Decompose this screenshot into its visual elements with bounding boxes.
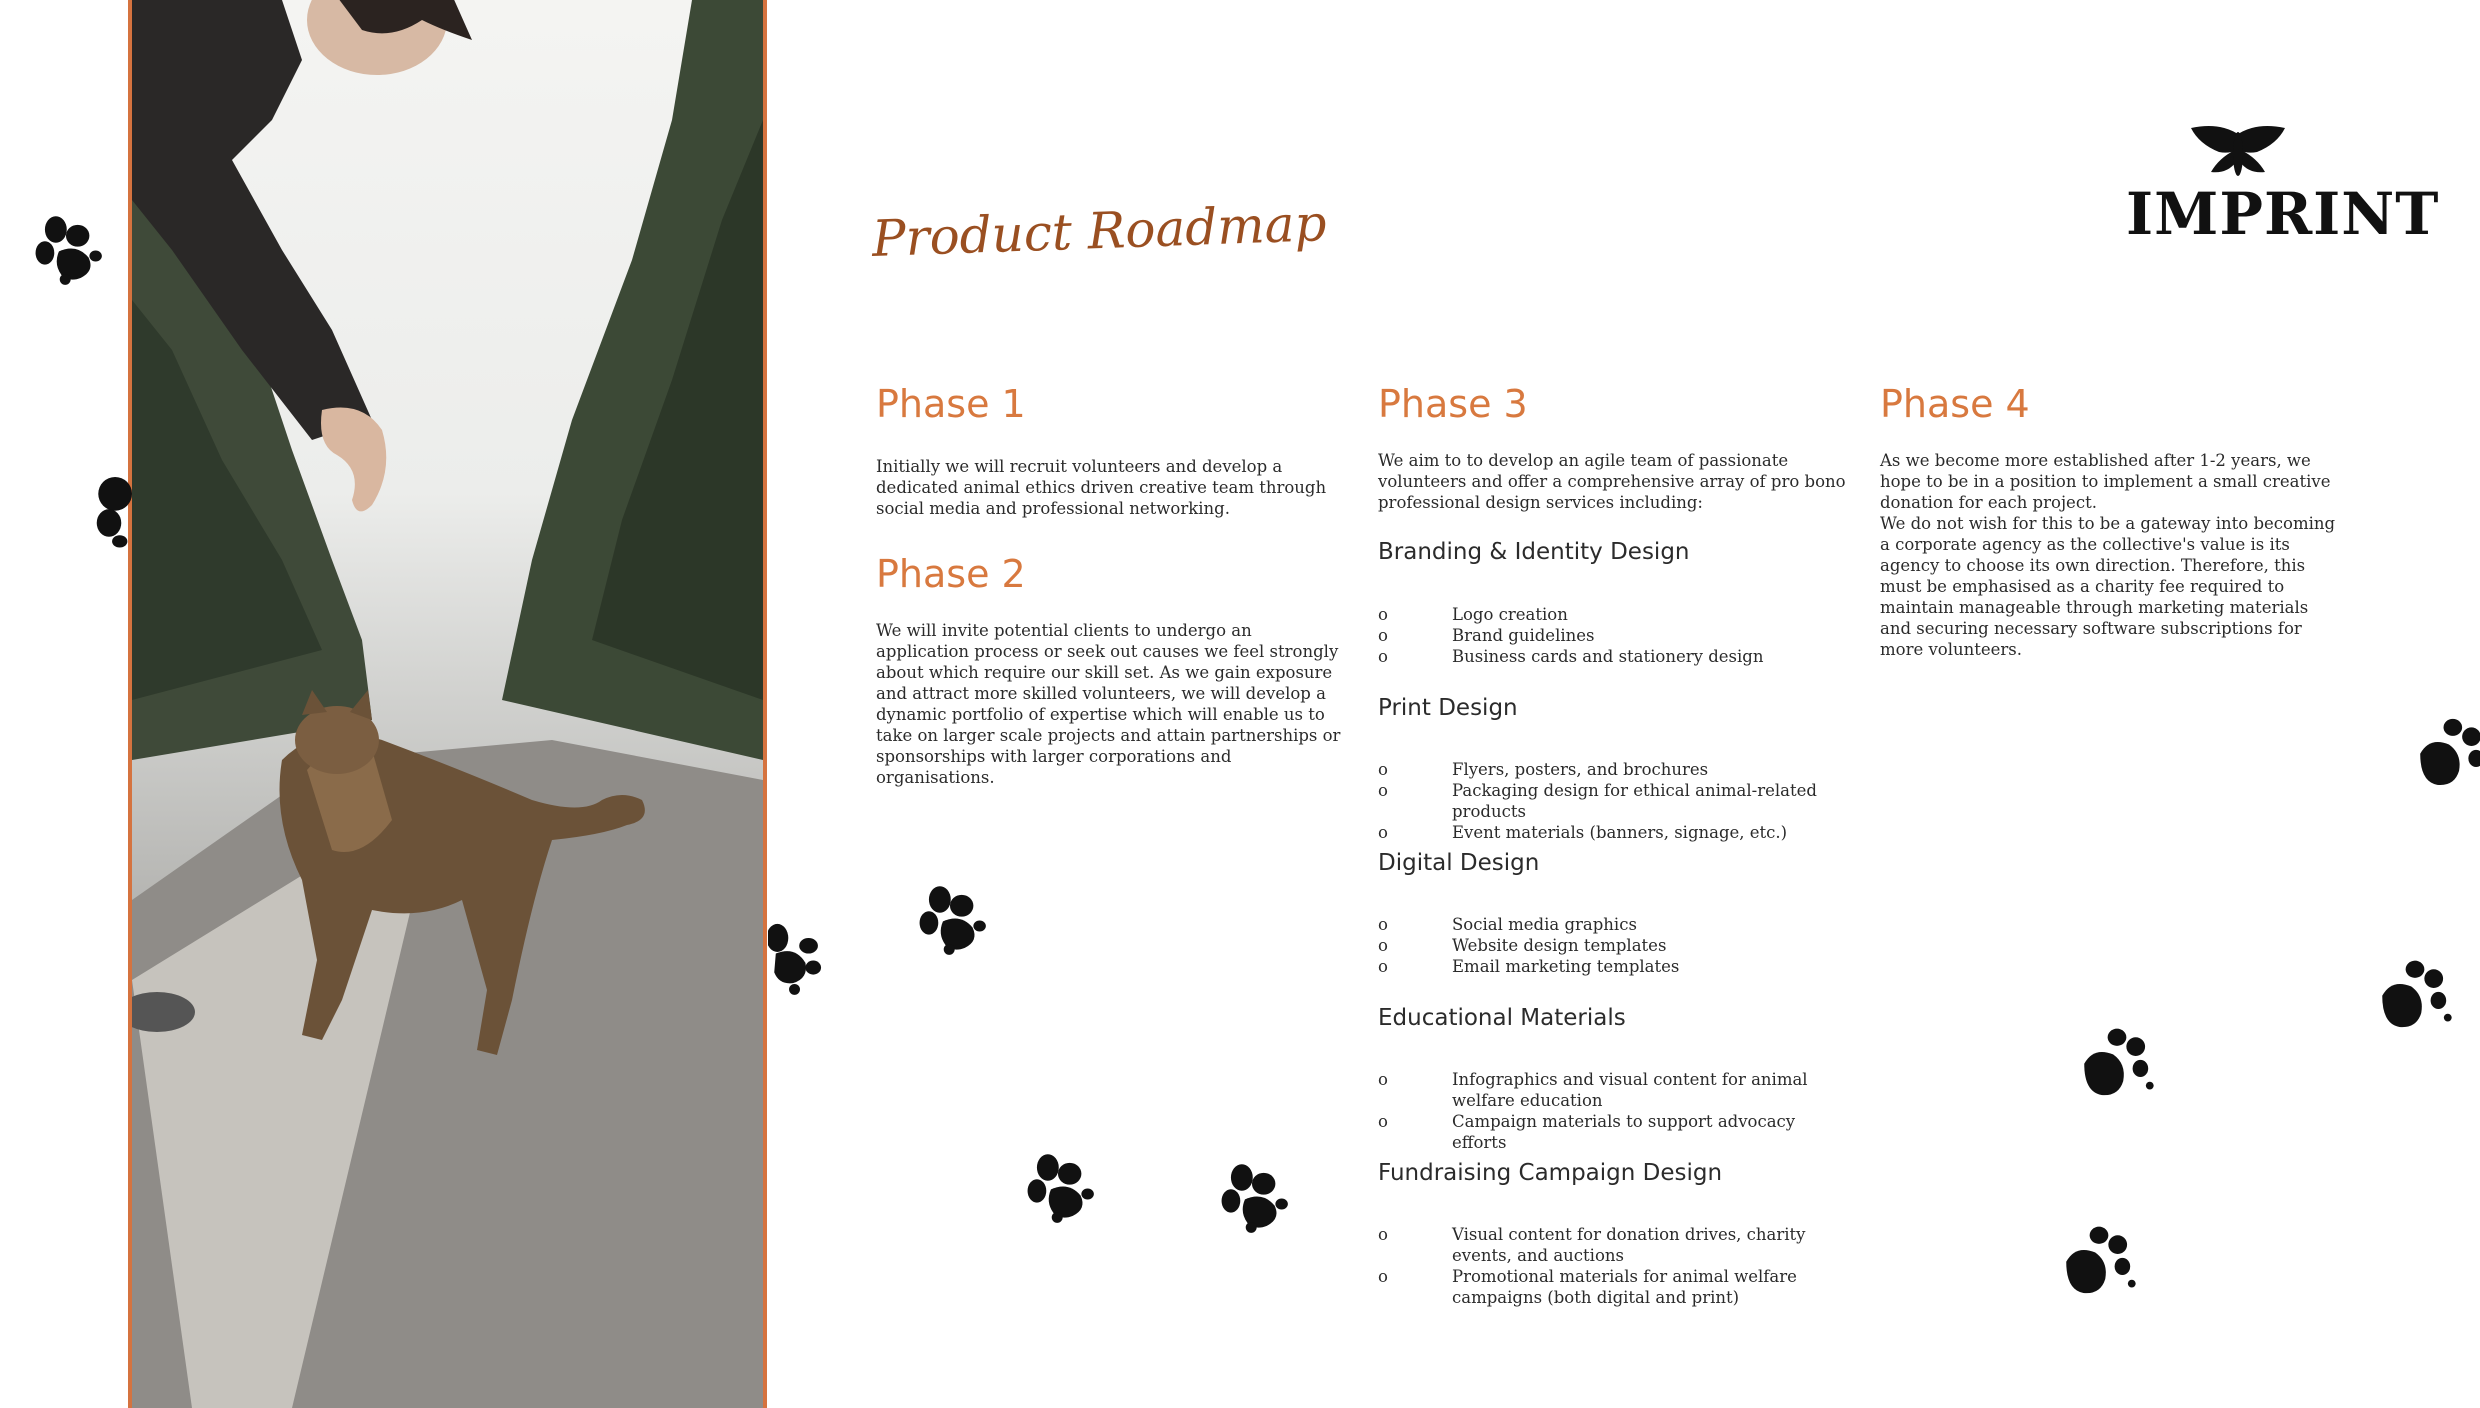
- section-heading-digital: Digital Design: [1378, 850, 1540, 876]
- paw-print-icon: [34, 212, 112, 286]
- bullet-marker: o: [1378, 823, 1388, 842]
- phase-4-text-1: As we become more established after 1-2 years, we hope to be in a position to implement a small creative donation for each project.: [1880, 451, 2331, 512]
- imprint-logo: [2126, 124, 2440, 256]
- list-item: o Email marketing templates: [1378, 957, 1680, 976]
- page-title: Product Roadmap: [870, 194, 1328, 268]
- list-item: o Logo creation: [1378, 605, 1568, 624]
- section-heading-print: Print Design: [1378, 695, 1518, 721]
- bullet-marker: o: [1378, 647, 1388, 666]
- bullet-marker: o: [1378, 1225, 1388, 1244]
- paw-print-icon: [2078, 1026, 2156, 1100]
- paw-print-icon: [86, 476, 132, 550]
- section-heading-educational: Educational Materials: [1378, 1005, 1626, 1031]
- list-item: o Campaign materials to support advocacy efforts: [1378, 1112, 1796, 1152]
- paw-print-icon: [768, 922, 846, 996]
- list-item: o Event materials (banners, signage, etc.): [1378, 823, 1788, 842]
- hero-photo: [128, 0, 767, 1408]
- bullet-marker: o: [1378, 1112, 1388, 1131]
- list-item: o Brand guidelines: [1378, 626, 1595, 645]
- logo-wordmark: IMPRINT: [2126, 180, 2440, 248]
- paw-print-icon: [1220, 1160, 1298, 1234]
- photo-man-and-cat: [132, 0, 763, 1408]
- paw-print-icon: [2376, 958, 2454, 1032]
- phase-4-text-2: We do not wish for this to be a gateway into becoming a corporate agency as the collective's value is its agency to choose its own direction. Therefore, this must be emphasised as a charity fee required to maintain manageable through marketing materials and securing necessary software subscriptions for more volunteers.: [1880, 514, 2336, 659]
- bullet-marker: o: [1378, 626, 1388, 645]
- bullet-marker: o: [1378, 936, 1388, 955]
- list-educational: [1378, 1069, 1808, 1153]
- phase-1-text: Initially we will recruit volunteers and develop a dedicated animal ethics driven creative team through social media and professional networking.: [876, 457, 1327, 518]
- phase-2-text: We will invite potential clients to undergo an application process or seek out causes we feel strongly about which require our skill set. As we gain exposure and attract more skilled volunteers, we will develop a dynamic portfolio of expertise which will enable us to take on larger scale projects and attain partnerships or sponsorships with larger corporations and organisations.: [876, 621, 1341, 787]
- list-item: o Promotional materials for animal welfare campaigns (both digital and print): [1378, 1267, 1797, 1307]
- bullet-marker: o: [1378, 760, 1388, 779]
- list-item: o Business cards and stationery design: [1378, 647, 1764, 666]
- list-branding: [1378, 604, 1858, 667]
- list-fundraising: [1378, 1224, 1858, 1308]
- bullet-marker: o: [1378, 1267, 1388, 1286]
- section-heading-fundraising: Fundraising Campaign Design: [1378, 1160, 1723, 1186]
- phase-2-heading: Phase 2: [876, 552, 1026, 596]
- paw-print-icon: [918, 882, 996, 956]
- bullet-marker: o: [1378, 605, 1388, 624]
- paw-print-icon: [1026, 1150, 1104, 1224]
- list-item: o Social media graphics: [1378, 915, 1637, 934]
- list-item: o Visual content for donation drives, charity events, and auctions: [1378, 1225, 1806, 1265]
- list-item: o Website design templates: [1378, 936, 1667, 955]
- phase-1-heading: Phase 1: [876, 382, 1026, 426]
- list-item: o Flyers, posters, and brochures: [1378, 760, 1709, 779]
- moth-icon: [2189, 124, 2287, 182]
- bullet-marker: o: [1378, 781, 1388, 800]
- phase-3-heading: Phase 3: [1378, 382, 1528, 426]
- list-item: o Packaging design for ethical animal-related products: [1378, 781, 1817, 821]
- paw-print-icon: [2414, 716, 2480, 790]
- phase-3-intro: We aim to to develop an agile team of passionate volunteers and offer a comprehensive array of pro bono professional design services including:: [1378, 451, 1846, 512]
- bullet-marker: o: [1378, 1070, 1388, 1089]
- section-heading-branding: Branding & Identity Design: [1378, 539, 1690, 565]
- list-item: o Infographics and visual content for animal welfare education: [1378, 1070, 1808, 1110]
- list-digital: [1378, 914, 1858, 977]
- list-print: [1378, 759, 1858, 843]
- paw-print-icon: [2060, 1224, 2138, 1298]
- bullet-marker: o: [1378, 957, 1388, 976]
- phase-4-heading: Phase 4: [1880, 382, 2030, 426]
- bullet-marker: o: [1378, 915, 1388, 934]
